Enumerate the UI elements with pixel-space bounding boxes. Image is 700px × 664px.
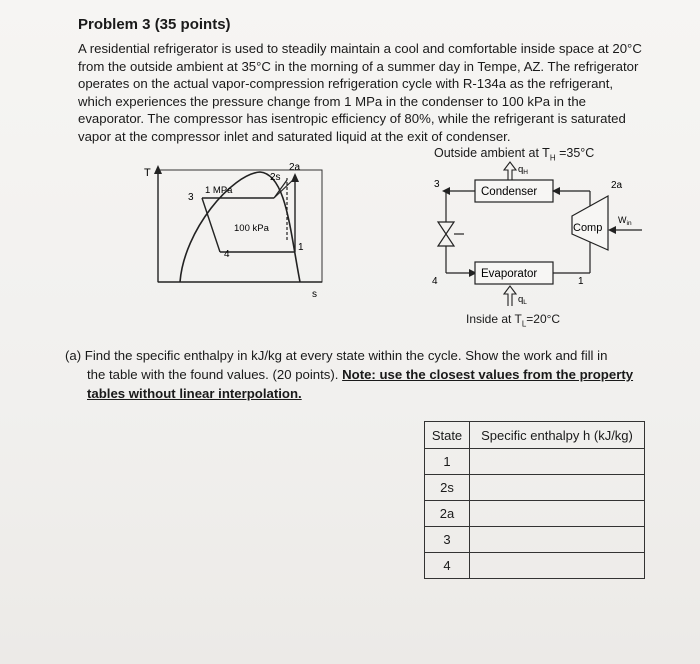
enthalpy-cell[interactable]	[470, 527, 645, 553]
state-label-1: 1	[298, 242, 304, 253]
enthalpy-cell[interactable]	[470, 475, 645, 501]
problem-statement	[78, 40, 642, 146]
state-cell: 1	[425, 449, 470, 475]
state-label-2s: 2s	[270, 172, 281, 183]
state-label-4: 4	[224, 249, 230, 260]
note-text-2: tables without linear interpolation.	[87, 386, 302, 401]
qh-label: $q_H$	[518, 164, 528, 176]
state-2a-label: 2a	[611, 180, 623, 191]
s-axis-label: s	[312, 289, 317, 300]
header-state: State	[425, 422, 470, 449]
enthalpy-cell[interactable]	[470, 501, 645, 527]
table-row	[425, 501, 645, 527]
ql-label: $q_L$	[518, 294, 527, 306]
statement-line: evaporator. The compressor has isentropic efficiency of 80%, while the refrigerant is saturated	[78, 111, 626, 127]
question-a	[65, 346, 655, 403]
header-enthalpy: Specific enthalpy h (kJ/kg)	[470, 422, 645, 449]
qh-arrow	[504, 162, 516, 180]
enthalpy-cell[interactable]	[470, 553, 645, 579]
state-cell: 2a	[425, 501, 470, 527]
state-label-2a: 2a	[289, 162, 301, 173]
statement-line: A residential refrigerator is used to steadily maintain a cool and comfortable inside space at 20°C	[78, 41, 642, 56]
pressure-label-low: 100 kPa	[234, 223, 269, 234]
table-row	[425, 449, 645, 475]
state-cell: 2s	[425, 475, 470, 501]
ts-diagram	[140, 160, 340, 305]
evaporator-label: Evaporator	[481, 268, 538, 280]
compressor-label: Comp	[573, 222, 603, 234]
state-4-label: 4	[432, 276, 438, 287]
note-text: Note: use the closest values from the property	[342, 367, 634, 382]
state-3-label: 3	[434, 179, 440, 190]
table-row	[425, 475, 645, 501]
expansion-valve	[438, 222, 454, 246]
t-axis-label: T	[144, 167, 151, 179]
ql-arrow	[504, 286, 516, 306]
state-1-label: 1	[578, 276, 584, 287]
question-line: (a) Find the specific enthalpy in kJ/kg at every state within the cycle. Show the work and fill in	[65, 348, 608, 363]
problem-title: Problem 3 (35 points)	[78, 16, 231, 33]
question-line-2: the table with the found values. (20 points). Note: use the closest values from the property	[87, 367, 634, 382]
statement-line: vapor at the compressor inlet and saturated liquid at the exit of condenser.	[78, 128, 511, 144]
statement-line: operates on the actual vapor-compression refrigeration cycle with R-134a as the refrigerant,	[78, 76, 614, 92]
win-label: $W_{in}$	[618, 215, 632, 227]
state-cell: 4	[425, 553, 470, 579]
outside-ambient-label: Outside ambient at $T_H =35^\circ C$	[434, 146, 595, 163]
condenser-label: Condenser	[481, 186, 538, 198]
throttle-line	[202, 198, 220, 252]
statement-line: which experiences the pressure change from 1 MPa in the condenser to 100 kPa in the	[78, 93, 587, 109]
inside-label: Inside at $T_L=20^\circ C$	[466, 312, 561, 329]
state-label-3: 3	[188, 192, 194, 203]
table-row	[425, 553, 645, 579]
table-header-row	[425, 422, 645, 449]
table-row	[425, 527, 645, 553]
enthalpy-cell[interactable]	[470, 449, 645, 475]
statement-line: from the outside ambient at 35°C in the morning of a summer day in Tempe, AZ. The refrigerator	[78, 58, 639, 74]
enthalpy-table	[424, 421, 645, 579]
win-arrow	[608, 226, 616, 234]
cycle-schematic	[420, 160, 650, 310]
state-cell: 3	[425, 527, 470, 553]
pressure-label-high: 1 MPa	[205, 185, 233, 196]
